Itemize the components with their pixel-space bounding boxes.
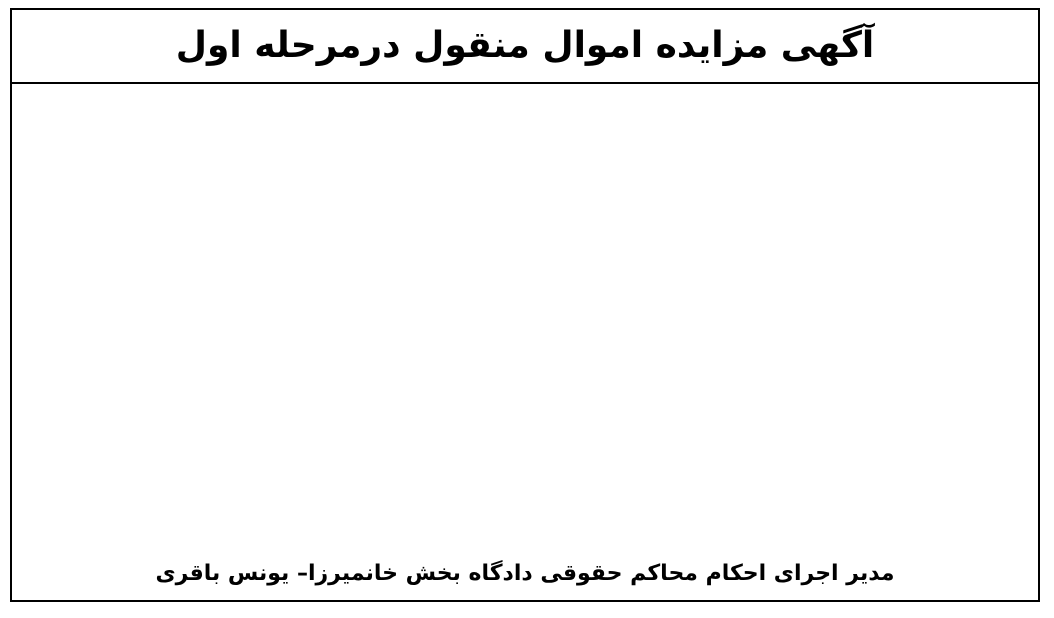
notice-signature: مدیر اجرای احکام محاکم حقوقی دادگاه بخش خانمیرزا– یونس باقری [155, 560, 895, 586]
notice-title: آگهی مزایده اموال منقول درمرحله اول [175, 25, 875, 66]
notice-header [10, 8, 1040, 84]
notice-body [26, 92, 1026, 540]
